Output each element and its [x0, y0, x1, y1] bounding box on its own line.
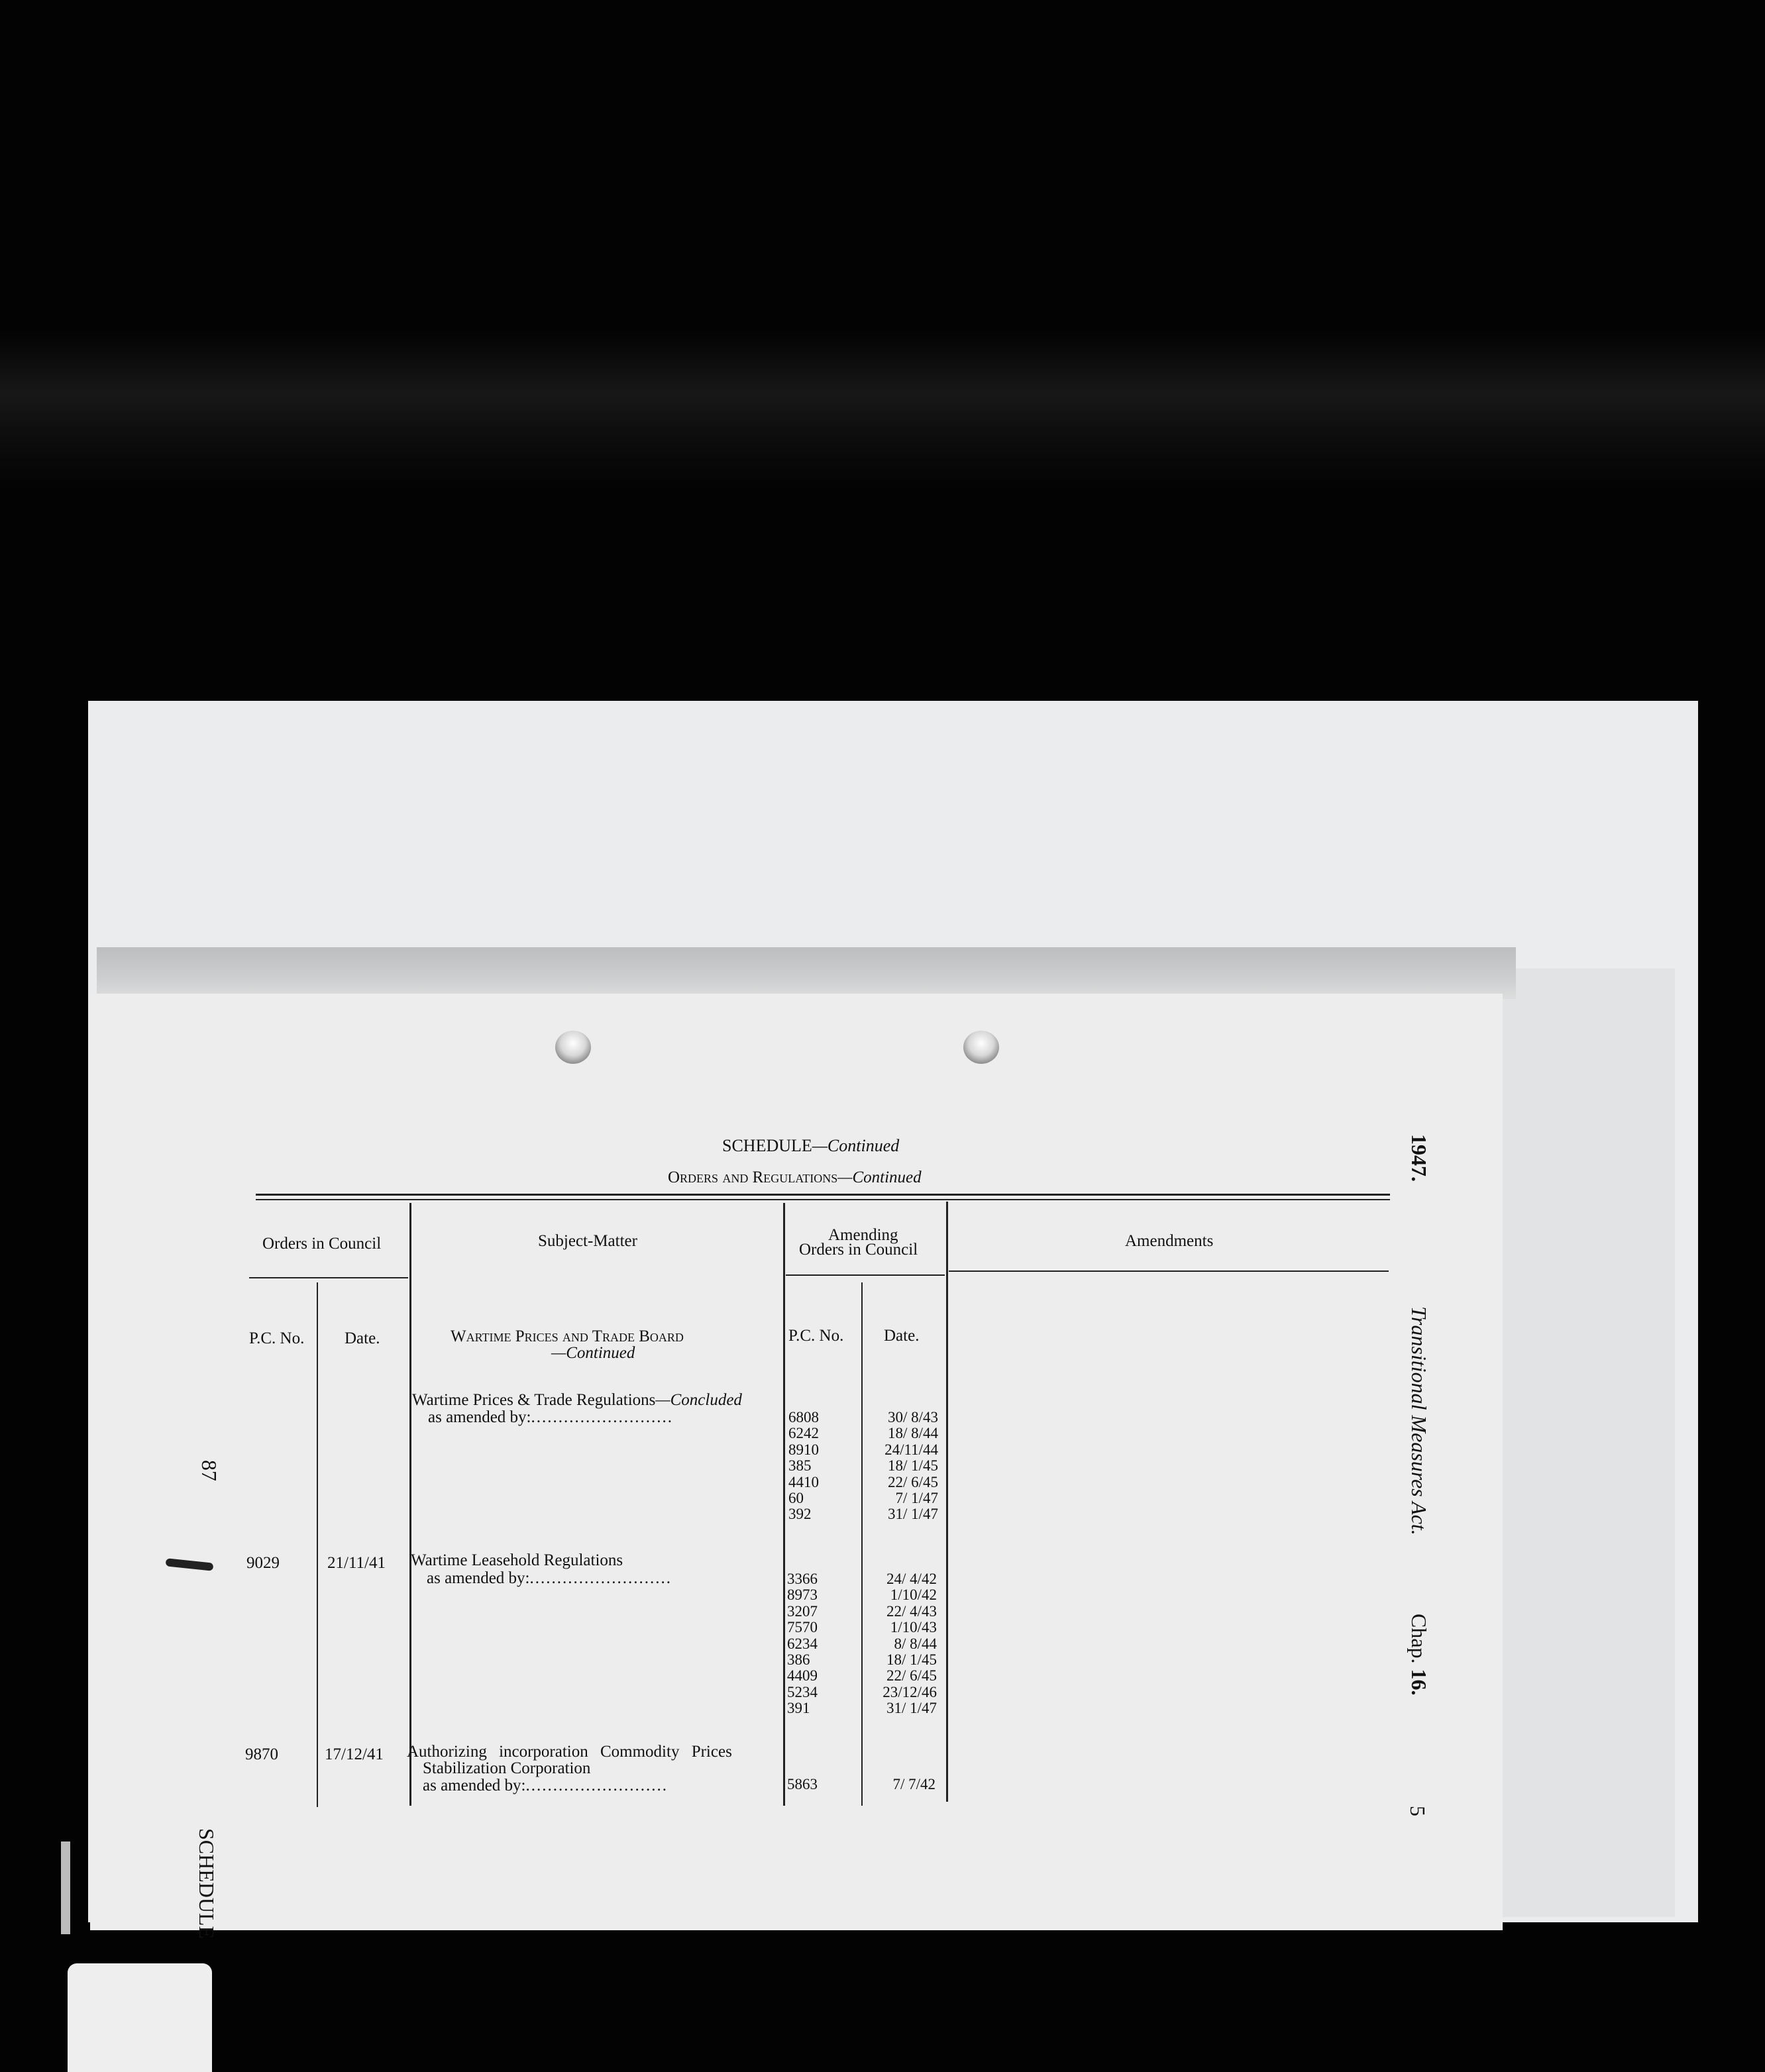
column-divider [317, 1282, 318, 1807]
header-amend-date: Date. [884, 1327, 920, 1345]
amend-date: 18/ 1/45 [887, 1457, 938, 1474]
entry-subject-amended: as amended by:.......................... [428, 1408, 674, 1426]
margin-schedule-label: SCHEDULE [195, 1828, 219, 1940]
header-date: Date. [345, 1329, 380, 1347]
amend-pc: 4409 [787, 1667, 818, 1684]
amend-date: 22/ 6/45 [887, 1474, 938, 1490]
entry-subject: Wartime Prices & Trade Regulations—Concluded [412, 1391, 742, 1409]
amend-pc: 385 [788, 1457, 812, 1474]
amend-date: 18/ 8/44 [887, 1425, 938, 1441]
amend-date: 8/ 8/44 [894, 1635, 937, 1652]
amend-date: 22/ 4/43 [886, 1603, 937, 1620]
amend-date: 1/10/43 [890, 1619, 937, 1635]
amend-pc: 4410 [788, 1474, 819, 1490]
punch-hole [555, 1031, 591, 1064]
section-heading: Wartime Prices and Trade Board [451, 1327, 684, 1345]
page-edge [1495, 968, 1675, 1917]
amend-date: 24/11/44 [884, 1441, 938, 1458]
header-amendments: Amendments [1125, 1232, 1214, 1250]
amend-pc: 8973 [787, 1586, 818, 1603]
table-top-rule [256, 1194, 1390, 1196]
schedule-subtitle: Orders and Regulations—Continued [668, 1168, 922, 1186]
column-divider [861, 1282, 863, 1806]
header-orders-in-council: Orders in Council [262, 1235, 382, 1253]
entry-pc-no: 9870 [245, 1745, 278, 1763]
section-heading-continued: —Continued [551, 1344, 635, 1362]
column-divider [409, 1203, 411, 1806]
amend-date: 18/ 1/45 [886, 1651, 937, 1668]
schedule-title: SCHEDULE—Continued [722, 1136, 900, 1155]
header-amending-orders: Orders in Council [799, 1241, 918, 1259]
header-amend-pc-no: P.C. No. [788, 1327, 844, 1345]
page-fold-shadow [97, 947, 1516, 999]
table-top-rule [256, 1199, 1390, 1200]
running-head-year: 1947. [1407, 1134, 1431, 1182]
amend-pc: 8910 [788, 1441, 819, 1458]
amend-pc: 5234 [787, 1684, 818, 1700]
amend-pc: 6808 [788, 1409, 819, 1425]
running-head-page: 5 [1406, 1806, 1430, 1816]
amend-pc: 3207 [787, 1603, 818, 1620]
margin-page-number: 87 [197, 1460, 221, 1481]
amend-date: 7/ 1/47 [895, 1490, 938, 1506]
amend-date: 24/ 4/42 [886, 1571, 937, 1587]
amend-pc: 3366 [787, 1571, 818, 1587]
entry-pc-no: 9029 [246, 1554, 280, 1572]
amend-pc: 60 [788, 1490, 804, 1506]
amend-date: 31/ 1/47 [887, 1506, 938, 1522]
header-rule [249, 1277, 408, 1278]
entry-subject: Wartime Leasehold Regulations [411, 1551, 623, 1569]
amend-date: 23/12/46 [882, 1684, 937, 1700]
amend-date: 30/ 8/43 [887, 1409, 938, 1425]
entry-subject-amended: as amended by:.......................... [423, 1777, 669, 1794]
amend-date: 1/10/42 [890, 1586, 937, 1603]
amend-pc: 386 [787, 1651, 810, 1668]
amend-pc: 391 [787, 1700, 810, 1716]
amend-date: 31/ 1/47 [886, 1700, 937, 1716]
header-pc-no: P.C. No. [249, 1329, 305, 1347]
entry-date: 21/11/41 [327, 1554, 386, 1572]
entry-date: 17/12/41 [325, 1745, 384, 1763]
paper-tab [68, 1963, 212, 2072]
column-divider [783, 1203, 785, 1806]
header-rule [786, 1274, 945, 1276]
entry-subject-amended: as amended by:.......................... [427, 1569, 672, 1587]
amend-date: 7/ 7/42 [892, 1776, 936, 1792]
header-subject-matter: Subject-Matter [538, 1232, 637, 1250]
column-divider [946, 1202, 948, 1802]
amend-pc: 5863 [787, 1776, 818, 1792]
amend-pc: 392 [788, 1506, 812, 1522]
punch-hole [963, 1031, 999, 1064]
running-head-act: Transitional Measures Act. [1407, 1306, 1431, 1535]
background-band [0, 331, 1765, 490]
header-rule [949, 1270, 1389, 1272]
header-amending: Amending [828, 1226, 898, 1244]
amend-pc: 6234 [787, 1635, 818, 1652]
amend-pc: 7570 [787, 1619, 818, 1635]
entry-subject-line2: Stabilization Corporation [423, 1759, 591, 1777]
amend-date: 22/ 6/45 [886, 1667, 937, 1684]
amend-pc: 6242 [788, 1425, 819, 1441]
entry-subject: Authorizing incorporation Commodity Prices [407, 1743, 732, 1761]
running-head-chap: Chap. 16. [1407, 1614, 1431, 1696]
page-edge-left [61, 1841, 70, 1934]
